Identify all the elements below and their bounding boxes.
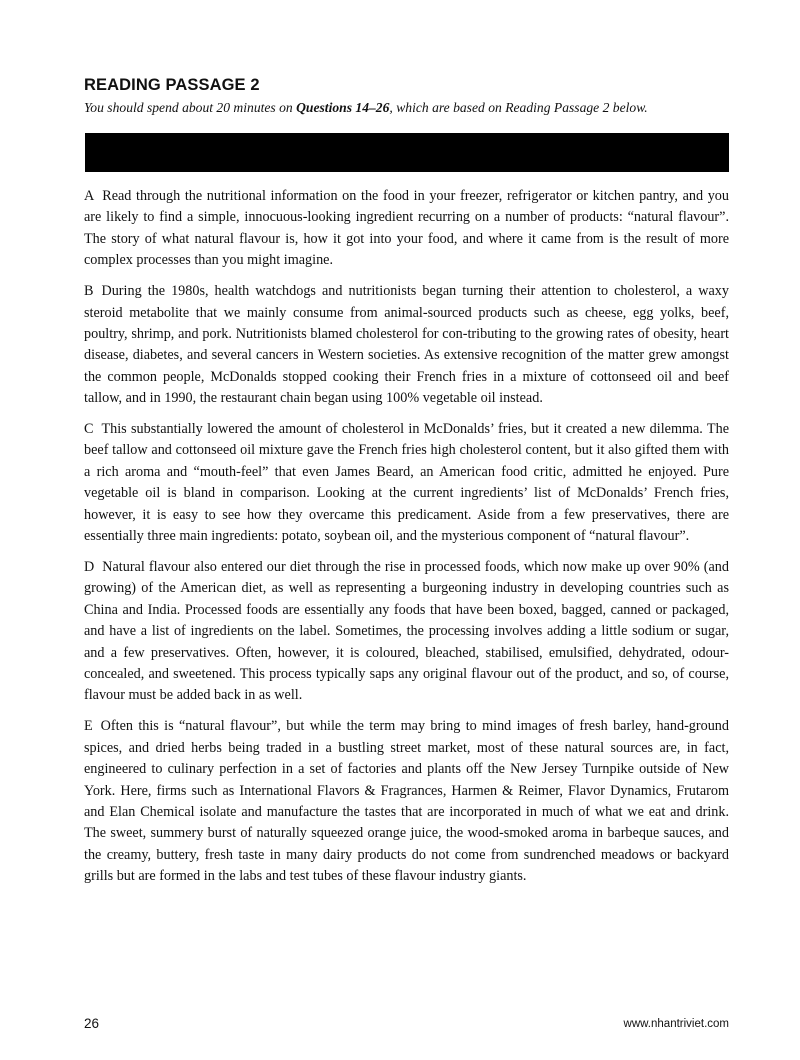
website-url: www.nhantriviet.com bbox=[623, 1018, 729, 1030]
question-range: Questions 14–26 bbox=[296, 100, 390, 115]
paragraph-a bbox=[84, 186, 729, 272]
paragraph-text: This substantially lowered the amount of cholesterol in McDonalds’ fries, but it created a new dilemma. The beef tallow and cottonseed oil mixture gave the French fries high cholesterol content, but it also gifted them with a rich aroma and “mouth-feel” that even James Beard, an American food critic, admitted he enjoyed. Pure vegetable oil is bland in comparison. Looking at the current ingredients’ list of McDonalds’ French fries, however, it is easy to see how they overcame this predicament. Aside from a few preservatives, there are essentially three main ingredients: potato, soybean oil, and the mysterious component of “natural flavour”. bbox=[84, 421, 729, 545]
page-footer bbox=[84, 1016, 729, 1036]
paragraph-e bbox=[84, 716, 729, 887]
page-number: 26 bbox=[84, 1016, 100, 1031]
reading-passage bbox=[84, 186, 729, 897]
passage-title-bar bbox=[85, 133, 729, 172]
page-header bbox=[84, 75, 734, 117]
paragraph-text: Natural flavour also entered our diet through the rise in processed foods, which now make up over 90% (and growing) of the American diet, as well as representing a burgeoning industry in developing countries such as China and India. Processed foods are essentially any foods that have been boxed, bagged, canned or packaged, and have a list of ingredients on the label. Sometimes, the processing involves adding a little sodium or sugar, and a few preservatives. Often, however, it is coloured, bleached, stabilised, emulsified, dehydrated, odour-concealed, and sweetened. This process typically saps any original flavour out of the product, and so, of course, flavour must be added back in as well. bbox=[84, 559, 729, 704]
section-heading: READING PASSAGE 2 bbox=[84, 76, 260, 94]
paragraph-text: During the 1980s, health watchdogs and nutritionists began turning their attention to cholesterol, a waxy steroid metabolite that we mainly consume from animal-sourced products such as cheese, egg yolks, beef, poultry, shrimp, and pork. Nutritionists blamed cholesterol for con-tributing to the growing rates of obesity, heart disease, diabetes, and several cancers in Western societies. As extensive recognition of the matter grew amongst the common people, McDonalds stopped cooking their French fries in a mixture of cottonseed oil and beef tallow, and in 1990, the restaurant chain began using 100% vegetable oil instead. bbox=[84, 283, 729, 407]
paragraph-letter: A bbox=[84, 188, 95, 204]
paragraph-c bbox=[84, 419, 729, 547]
paragraph-text: Often this is “natural flavour”, but while the term may bring to mind images of fresh barley, hand-ground spices, and dried herbs being traded in a bustling street market, most of these natural sources are, in fact, engineered to culinary perfection in a set of factories and plants off the New Jersey Turnpike outside of New York. Here, firms such as International Flavors & Fragrances, Harmen & Reimer, Flavor Dynamics, Frutarom and Elan Chemical isolate and manufacture the tastes that are incorporated in much of what we eat and drink. The sweet, summery burst of naturally squeezed orange juice, the wood-smoked aroma in barbeque sauces, and the creamy, buttery, fresh taste in many dairy products do not come from sundrenched meadows or backyard grills but are formed in the labs and test tubes of these flavour industry giants. bbox=[84, 718, 729, 885]
instructions-tail: , which are based on Reading Passage 2 below. bbox=[389, 100, 648, 115]
paragraph-d bbox=[84, 557, 729, 707]
paragraph-letter: E bbox=[84, 718, 93, 735]
passage-instructions bbox=[84, 99, 734, 117]
paragraph-text: Read through the nutritional information on the food in your freezer, refrigerator or kitchen pantry, and you are likely to find a simple, innocuous-looking ingredient recurring on a number of products: “natural flavour”. The story of what natural flavour is, how it got into your food, and where it came from is the result of more complex processes than you might imagine. bbox=[84, 188, 729, 269]
instructions-lead: You should spend about 20 minutes on bbox=[84, 100, 297, 115]
paragraph-letter: C bbox=[84, 421, 94, 438]
paragraph-letter: D bbox=[84, 559, 95, 575]
paragraph-letter: B bbox=[84, 283, 94, 300]
paragraph-b bbox=[84, 281, 729, 409]
